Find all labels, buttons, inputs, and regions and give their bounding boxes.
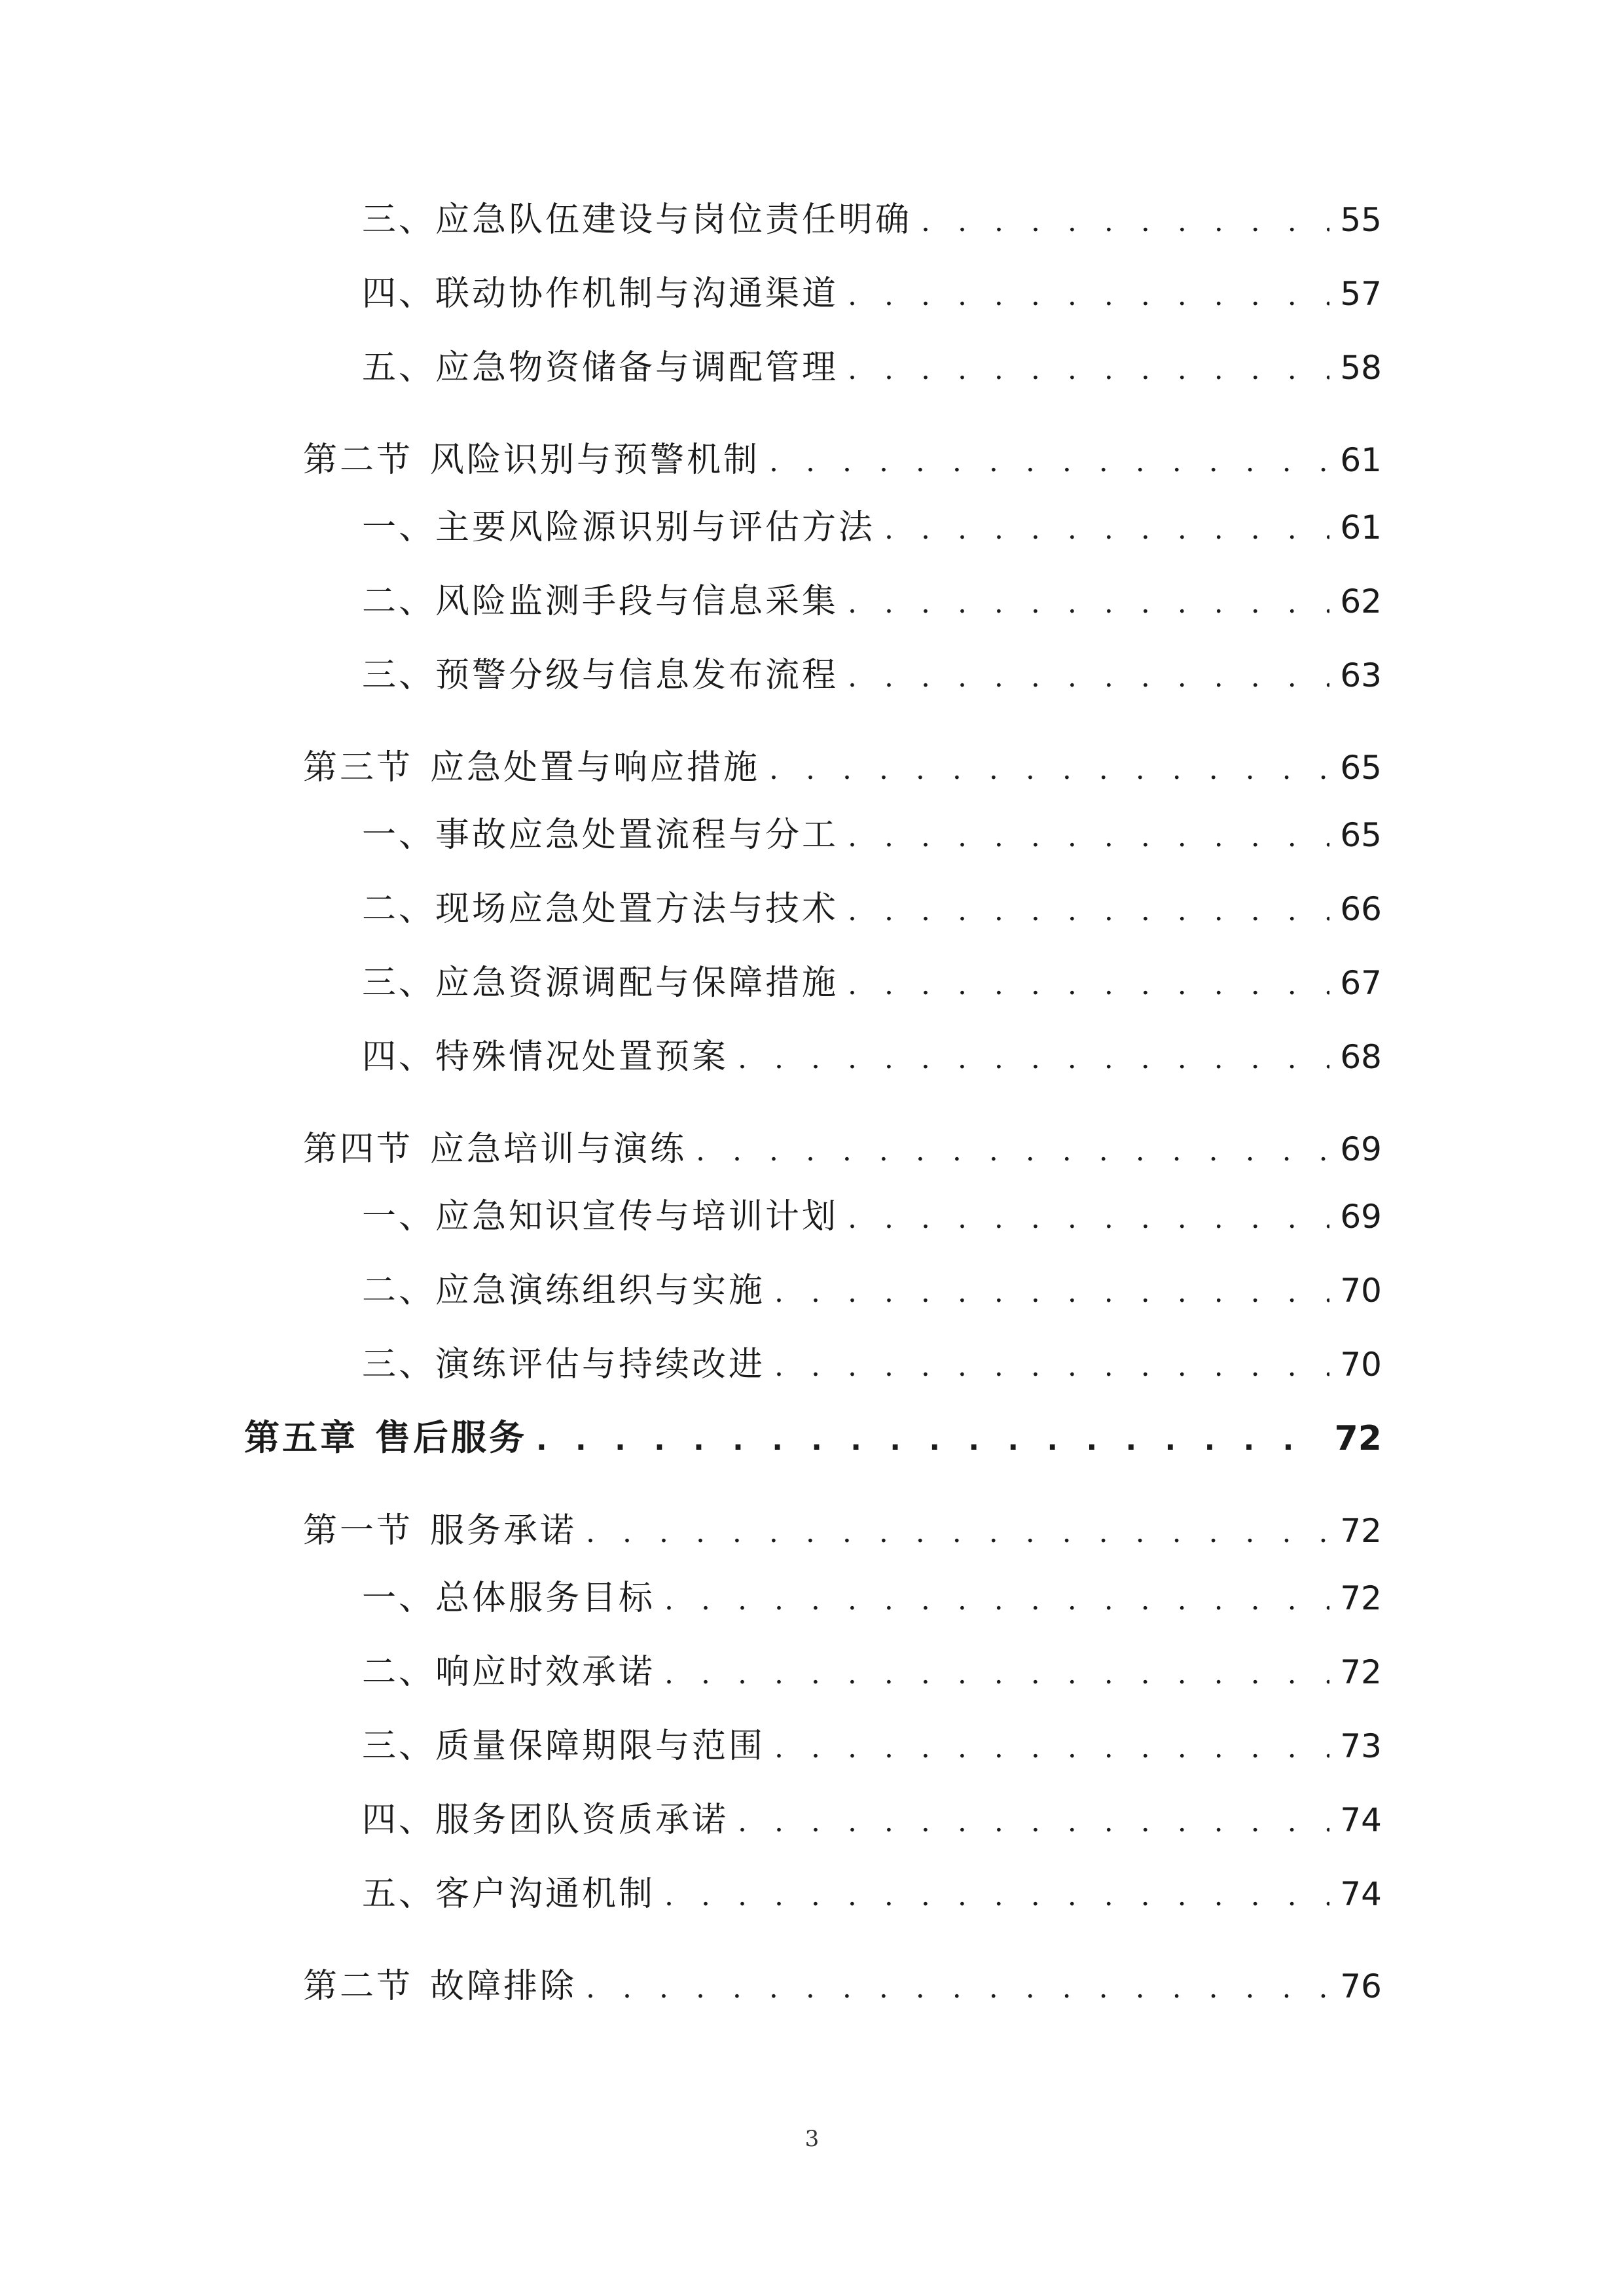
toc-entry[interactable] xyxy=(362,274,1382,314)
toc-entry-prefix: 第三节 xyxy=(303,748,414,787)
toc-entry-title: 应急知识宣传与培训计划 xyxy=(435,1197,839,1236)
toc-entry[interactable] xyxy=(362,1727,1382,1766)
toc-entry-title: 故障排除 xyxy=(430,1967,577,2006)
toc-entry[interactable] xyxy=(303,748,1382,787)
toc-entry[interactable] xyxy=(303,1967,1382,2006)
toc-entry-prefix: 一、 xyxy=(362,1197,436,1236)
toc-entry-prefix: 三、 xyxy=(362,656,436,695)
dot-leader xyxy=(664,1660,1329,1689)
toc-entry-prefix: 四、 xyxy=(362,274,436,314)
toc-entry-title: 应急物资储备与调配管理 xyxy=(435,348,839,387)
toc-entry-prefix: 第一节 xyxy=(303,1511,414,1551)
toc-entry-page: 74 xyxy=(1340,1875,1382,1913)
toc-entry-prefix: 五、 xyxy=(362,1874,436,1914)
dot-leader xyxy=(848,281,1329,310)
toc-entry[interactable] xyxy=(303,1130,1382,1169)
dot-leader xyxy=(769,755,1329,784)
toc-entry-prefix: 二、 xyxy=(362,1653,436,1692)
toc-entry-page: 65 xyxy=(1340,816,1382,854)
toc-entry-page: 57 xyxy=(1340,275,1382,313)
dot-leader xyxy=(769,448,1329,476)
dot-leader xyxy=(774,1352,1329,1381)
toc-entry-title: 售后服务 xyxy=(375,1417,527,1458)
dot-leader xyxy=(536,1426,1324,1455)
toc-entry-title: 服务团队资质承诺 xyxy=(435,1801,729,1840)
dot-leader xyxy=(884,515,1329,544)
toc-entry-page: 72 xyxy=(1340,1653,1382,1691)
toc-entry[interactable] xyxy=(362,1271,1382,1310)
toc-entry-title: 应急资源调配与保障措施 xyxy=(435,963,839,1003)
toc-entry-prefix: 三、 xyxy=(362,1345,436,1384)
toc-entry-page: 72 xyxy=(1340,1512,1382,1550)
toc-entry[interactable] xyxy=(362,1801,1382,1840)
toc-entry-page: 74 xyxy=(1340,1801,1382,1839)
toc-entry-prefix: 四、 xyxy=(362,1801,436,1840)
toc-entry-title: 响应时效承诺 xyxy=(435,1653,656,1692)
dot-leader xyxy=(848,1204,1329,1233)
toc-entry-page: 72 xyxy=(1334,1419,1382,1458)
toc-entry-prefix: 第二节 xyxy=(303,440,414,480)
toc-entry[interactable] xyxy=(362,508,1382,547)
dot-leader xyxy=(774,1278,1329,1307)
dot-leader xyxy=(738,1045,1329,1073)
toc-entry-title: 质量保障期限与范围 xyxy=(435,1727,766,1766)
toc-entry[interactable] xyxy=(362,889,1382,929)
toc-entry[interactable] xyxy=(362,1197,1382,1236)
toc-entry-prefix: 二、 xyxy=(362,582,436,621)
toc-entry[interactable] xyxy=(362,1037,1382,1077)
dot-leader xyxy=(696,1137,1329,1166)
dot-leader xyxy=(848,823,1329,852)
toc-entry-page: 72 xyxy=(1340,1579,1382,1617)
dot-leader xyxy=(586,1518,1329,1547)
toc-entry-title: 现场应急处置方法与技术 xyxy=(435,889,839,929)
toc-entry-prefix: 三、 xyxy=(362,200,436,240)
toc-entry-page: 70 xyxy=(1340,1346,1382,1384)
toc-entry-prefix: 第五章 xyxy=(244,1417,358,1458)
toc-entry-title: 应急培训与演练 xyxy=(430,1130,687,1169)
toc-entry[interactable] xyxy=(303,440,1382,480)
toc-entry-page: 69 xyxy=(1340,1198,1382,1236)
dot-leader xyxy=(848,897,1329,925)
toc-entry-title: 联动协作机制与沟通渠道 xyxy=(435,274,839,314)
toc-entry-page: 68 xyxy=(1340,1038,1382,1076)
toc-entry-page: 70 xyxy=(1340,1272,1382,1310)
toc-entry-title: 服务承诺 xyxy=(430,1511,577,1551)
dot-leader xyxy=(848,589,1329,618)
page-number: 3 xyxy=(804,2126,820,2152)
toc-entry-title: 应急演练组织与实施 xyxy=(435,1271,766,1310)
toc-entry-chapter[interactable] xyxy=(244,1417,1382,1458)
toc-entry-page: 61 xyxy=(1340,509,1382,547)
toc-entry-title: 应急队伍建设与岗位责任明确 xyxy=(435,200,912,240)
toc-entry-title: 预警分级与信息发布流程 xyxy=(435,656,839,695)
toc-entry[interactable] xyxy=(362,1579,1382,1618)
toc-entry-prefix: 二、 xyxy=(362,889,436,929)
dot-leader xyxy=(848,663,1329,692)
toc-entry[interactable] xyxy=(362,963,1382,1003)
toc-entry-title: 应急处置与响应措施 xyxy=(430,748,761,787)
toc-entry-title: 风险识别与预警机制 xyxy=(430,440,761,480)
toc-entry[interactable] xyxy=(362,1345,1382,1384)
toc-entry-title: 事故应急处置流程与分工 xyxy=(435,816,839,855)
dot-leader xyxy=(664,1586,1329,1615)
toc-entry-title: 主要风险源识别与评估方法 xyxy=(435,508,876,547)
dot-leader xyxy=(664,1882,1329,1910)
toc-entry[interactable] xyxy=(362,584,1382,619)
toc-entry-prefix: 第二节 xyxy=(303,1967,414,2006)
toc-entry-title: 演练评估与持续改进 xyxy=(435,1345,766,1384)
toc-entry-page: 55 xyxy=(1340,201,1382,239)
toc-entry-title: 风险监测手段与信息采集 xyxy=(435,582,839,621)
toc-entry[interactable] xyxy=(362,1653,1382,1692)
toc-entry-page: 73 xyxy=(1340,1727,1382,1765)
dot-leader xyxy=(774,1734,1329,1763)
toc-entry[interactable] xyxy=(362,656,1382,695)
toc-entry-page: 66 xyxy=(1340,890,1382,928)
toc-entry-prefix: 一、 xyxy=(362,508,436,547)
dot-leader xyxy=(586,1974,1329,2003)
toc-entry-page: 67 xyxy=(1340,964,1382,1002)
toc-entry-prefix: 四、 xyxy=(362,1037,436,1077)
toc-entry-title: 特殊情况处置预案 xyxy=(435,1037,729,1077)
toc-entry[interactable] xyxy=(303,1511,1382,1551)
toc-entry-page: 69 xyxy=(1340,1130,1382,1168)
toc-entry-prefix: 第四节 xyxy=(303,1130,414,1169)
toc-entry-page: 62 xyxy=(1340,583,1382,620)
toc-entry-prefix: 二、 xyxy=(362,1271,436,1310)
toc-entry[interactable] xyxy=(362,816,1382,855)
toc-entry-title: 总体服务目标 xyxy=(435,1579,656,1618)
toc-entry-page: 76 xyxy=(1340,1967,1382,2005)
toc-entry-prefix: 五、 xyxy=(362,348,436,387)
toc-entry-page: 58 xyxy=(1340,349,1382,387)
toc-entry-prefix: 三、 xyxy=(362,963,436,1003)
dot-leader xyxy=(848,355,1329,384)
toc-entry-page: 61 xyxy=(1340,441,1382,479)
toc-entry-prefix: 一、 xyxy=(362,816,436,855)
toc-entry-page: 63 xyxy=(1340,656,1382,694)
toc-entry-page: 65 xyxy=(1340,749,1382,787)
toc-entry[interactable] xyxy=(362,200,1382,240)
dot-leader xyxy=(848,971,1329,999)
toc-entry-prefix: 一、 xyxy=(362,1579,436,1618)
toc-entry[interactable] xyxy=(362,1874,1382,1914)
toc-entry[interactable] xyxy=(362,348,1382,387)
toc-entry-prefix: 三、 xyxy=(362,1727,436,1766)
dot-leader xyxy=(738,1808,1329,1837)
toc-entry-title: 客户沟通机制 xyxy=(435,1874,656,1914)
dot-leader xyxy=(921,207,1329,236)
